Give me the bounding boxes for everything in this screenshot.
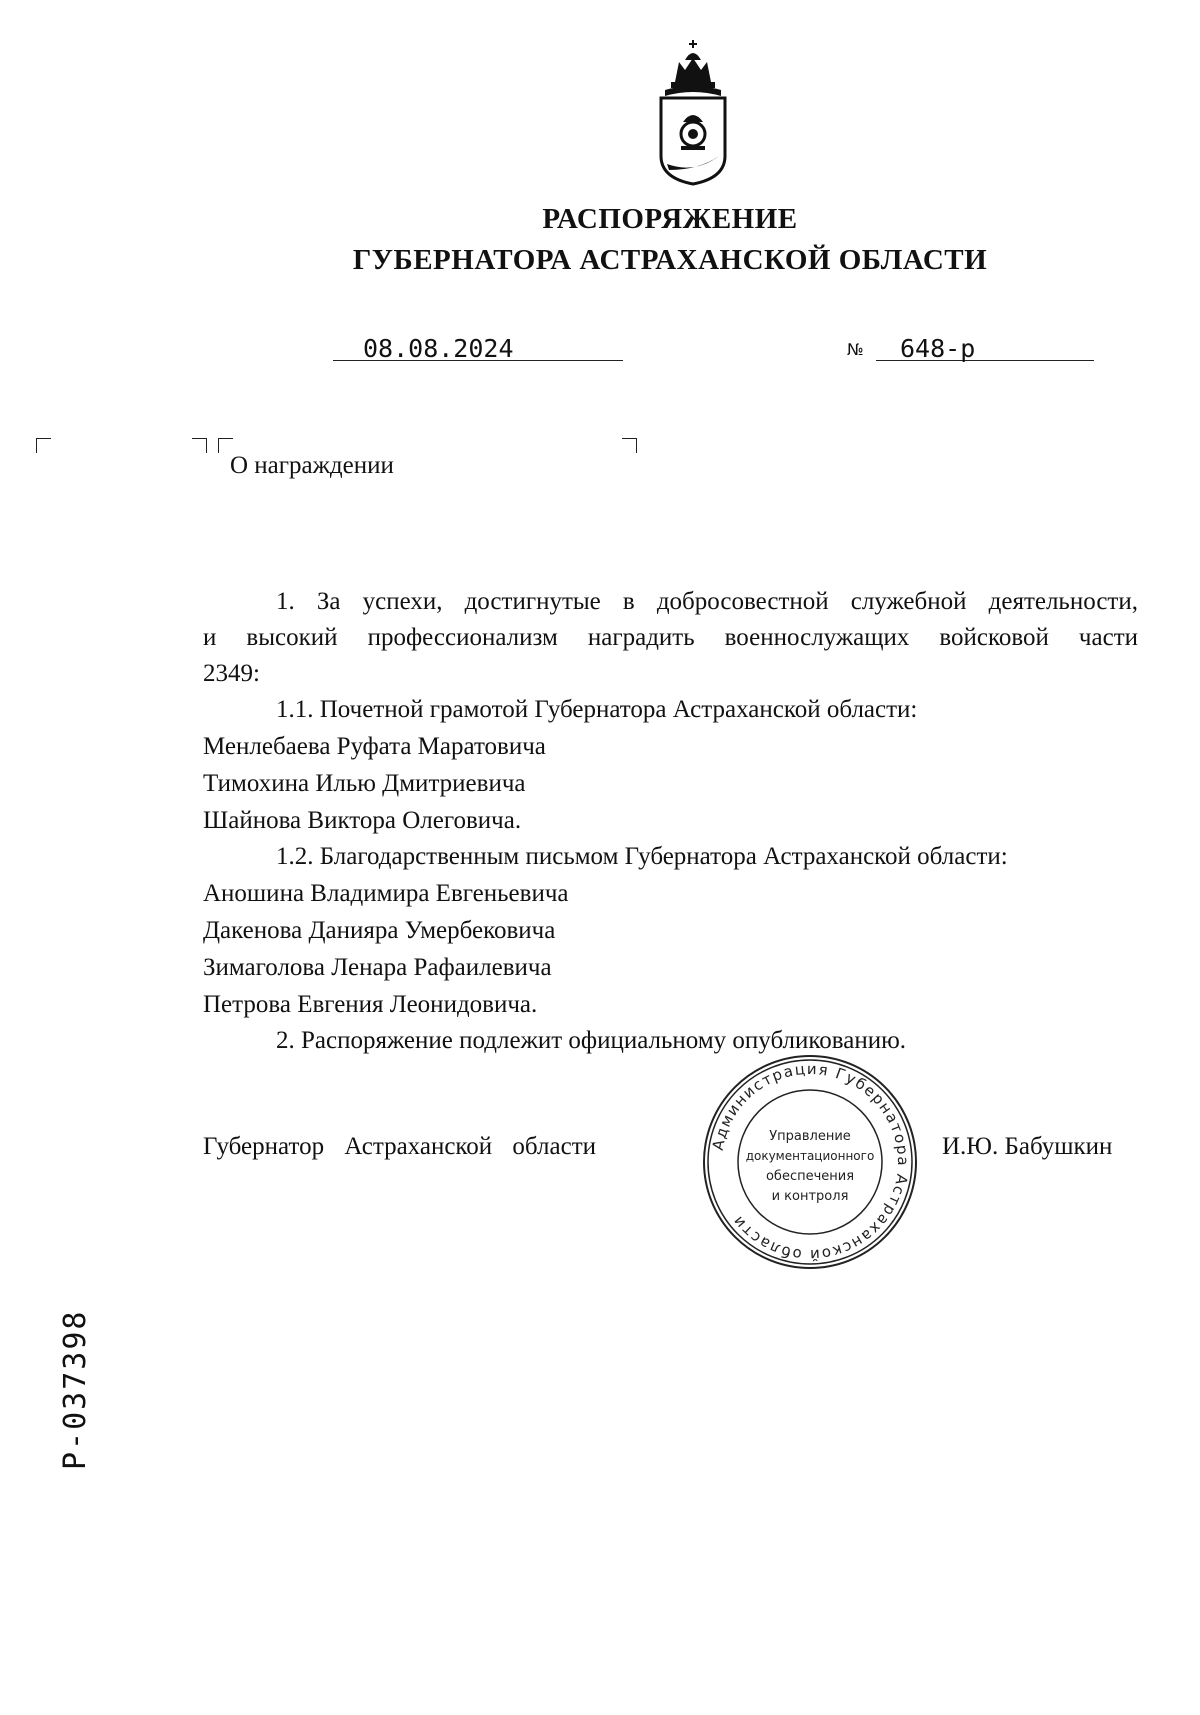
document-number: 648-р bbox=[900, 334, 976, 363]
stamp-ring-text: Администрация Губернатора Астраханской области bbox=[708, 1059, 913, 1265]
awardee-name: Тимохина Илью Дмитриевича bbox=[203, 770, 526, 797]
awardee-name: Петрова Евгения Леонидовича. bbox=[203, 991, 538, 1018]
corner-mark-left bbox=[36, 438, 51, 453]
document-body bbox=[203, 584, 1138, 1059]
awardee-name: Шайнова Виктора Олеговича. bbox=[203, 807, 522, 834]
awardee-name: Дакенова Данияра Умербековича bbox=[203, 917, 556, 944]
document-type-title: РАСПОРЯЖЕНИЕ bbox=[542, 203, 798, 235]
stamp-center-line: и контроля bbox=[771, 1189, 849, 1204]
paragraph-1-2-heading: 1.2. Благодарственным письмом Губернатора Астраханской области: bbox=[276, 843, 1008, 870]
issuer-title: ГУБЕРНАТОРА АСТРАХАНСКОЙ ОБЛАСТИ bbox=[352, 244, 988, 276]
stamp-center-line: Управление bbox=[769, 1129, 851, 1144]
stamp-center-line: документационного bbox=[745, 1149, 875, 1163]
corner-mark-subject-left-b bbox=[218, 438, 233, 453]
number-sign: № bbox=[847, 340, 864, 359]
awardee-name: Аношина Владимира Евгеньевича bbox=[203, 880, 569, 907]
corner-mark-subject-left-a bbox=[192, 438, 207, 453]
signatory-position: Губернатор Астраханской области bbox=[203, 1133, 597, 1160]
paragraph-1-line-3: 2349: bbox=[203, 660, 260, 687]
paragraph-1-1-heading: 1.1. Почетной грамотой Губернатора Астраханской области: bbox=[276, 696, 918, 723]
official-stamp-icon bbox=[700, 1052, 920, 1272]
signatory-name: И.Ю. Бабушкин bbox=[942, 1133, 1113, 1160]
side-serial-number: Р-037398 bbox=[58, 1309, 93, 1470]
paragraph-2: 2. Распоряжение подлежит официальному опубликованию. bbox=[276, 1027, 907, 1054]
stamp-center-line: обеспечения bbox=[765, 1169, 855, 1184]
coat-of-arms-icon bbox=[655, 38, 731, 186]
corner-mark-subject-right bbox=[622, 438, 637, 453]
document-date: 08.08.2024 bbox=[363, 334, 514, 363]
paragraph-1-line-2: и высокий профессионализм наградить военнослужащих войсковой части bbox=[203, 624, 1138, 651]
awardee-name: Зимаголова Ленара Рафаилевича bbox=[203, 954, 552, 981]
paragraph-1-line-1: 1. За успехи, достигнутые в добросовестной служебной деятельности, bbox=[276, 588, 1138, 615]
awardee-name: Менлебаева Руфата Маратовича bbox=[203, 733, 546, 760]
document-subject: О награждении bbox=[230, 452, 394, 479]
